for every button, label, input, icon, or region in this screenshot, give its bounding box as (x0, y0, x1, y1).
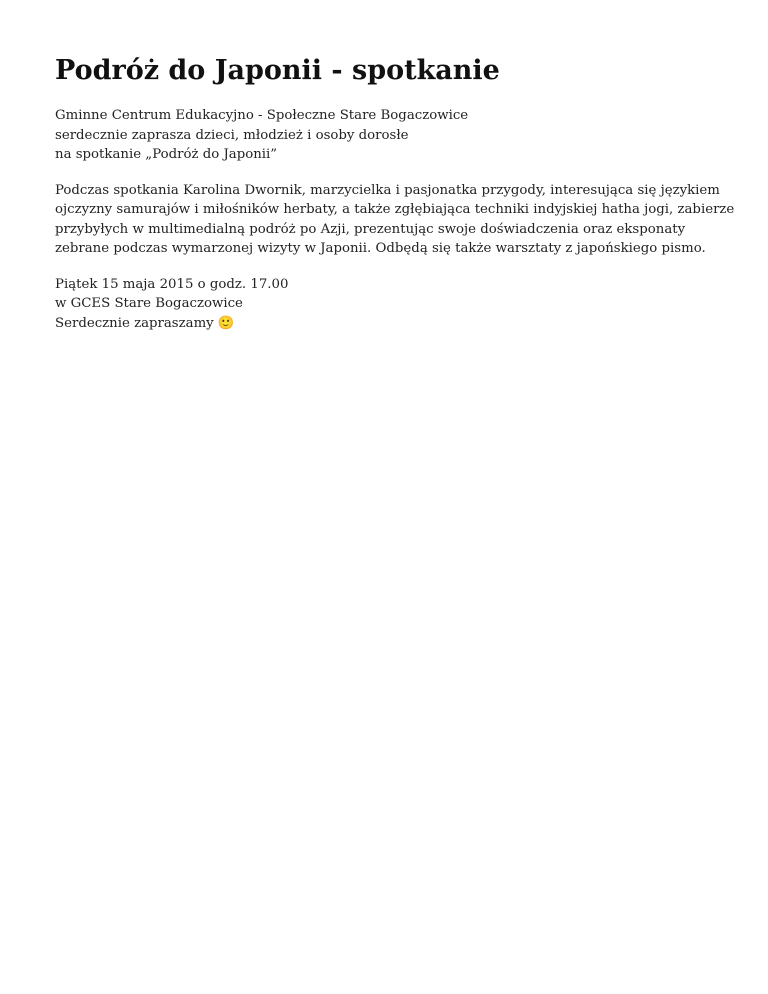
intro-line: Gminne Centrum Edukacyjno - Społeczne Stare Bogaczowice (55, 108, 469, 123)
intro-paragraph (55, 106, 725, 165)
description-line: przybyłych w multimedialną podróż po Azji, prezentując swoje doświadczenia oraz eksponaty (55, 221, 686, 237)
page-title: Podróż do Japonii - spotkanie (55, 55, 500, 86)
intro-line: serdecznie zaprasza dzieci, młodzież i osoby dorosłe (55, 127, 409, 143)
invitation-line: Serdecznie zapraszamy 🙂 (55, 315, 235, 331)
document-page (55, 52, 735, 349)
event-location-line: w GCES Stare Bogaczowice (55, 296, 243, 311)
description-line: zebrane podczas wymarzonej wizyty w Japonii. Odbędą się także warsztaty z japońskiego pismo. (55, 241, 706, 256)
description-line: Podczas spotkania Karolina Dwornik, marzycielka i pasjonatka przygody, interesująca się językiem (55, 182, 720, 198)
description-line: ojczyzny samurajów i miłośników herbaty, a także zgłębiająca techniki indyjskiej hatha jogi, zabierze (55, 202, 735, 217)
event-date-line: Piątek 15 maja 2015 o godz. 17.00 (55, 276, 289, 292)
description-paragraph (55, 181, 735, 259)
event-details-paragraph (55, 275, 725, 334)
intro-line: na spotkanie „Podróż do Japonii” (55, 147, 278, 162)
